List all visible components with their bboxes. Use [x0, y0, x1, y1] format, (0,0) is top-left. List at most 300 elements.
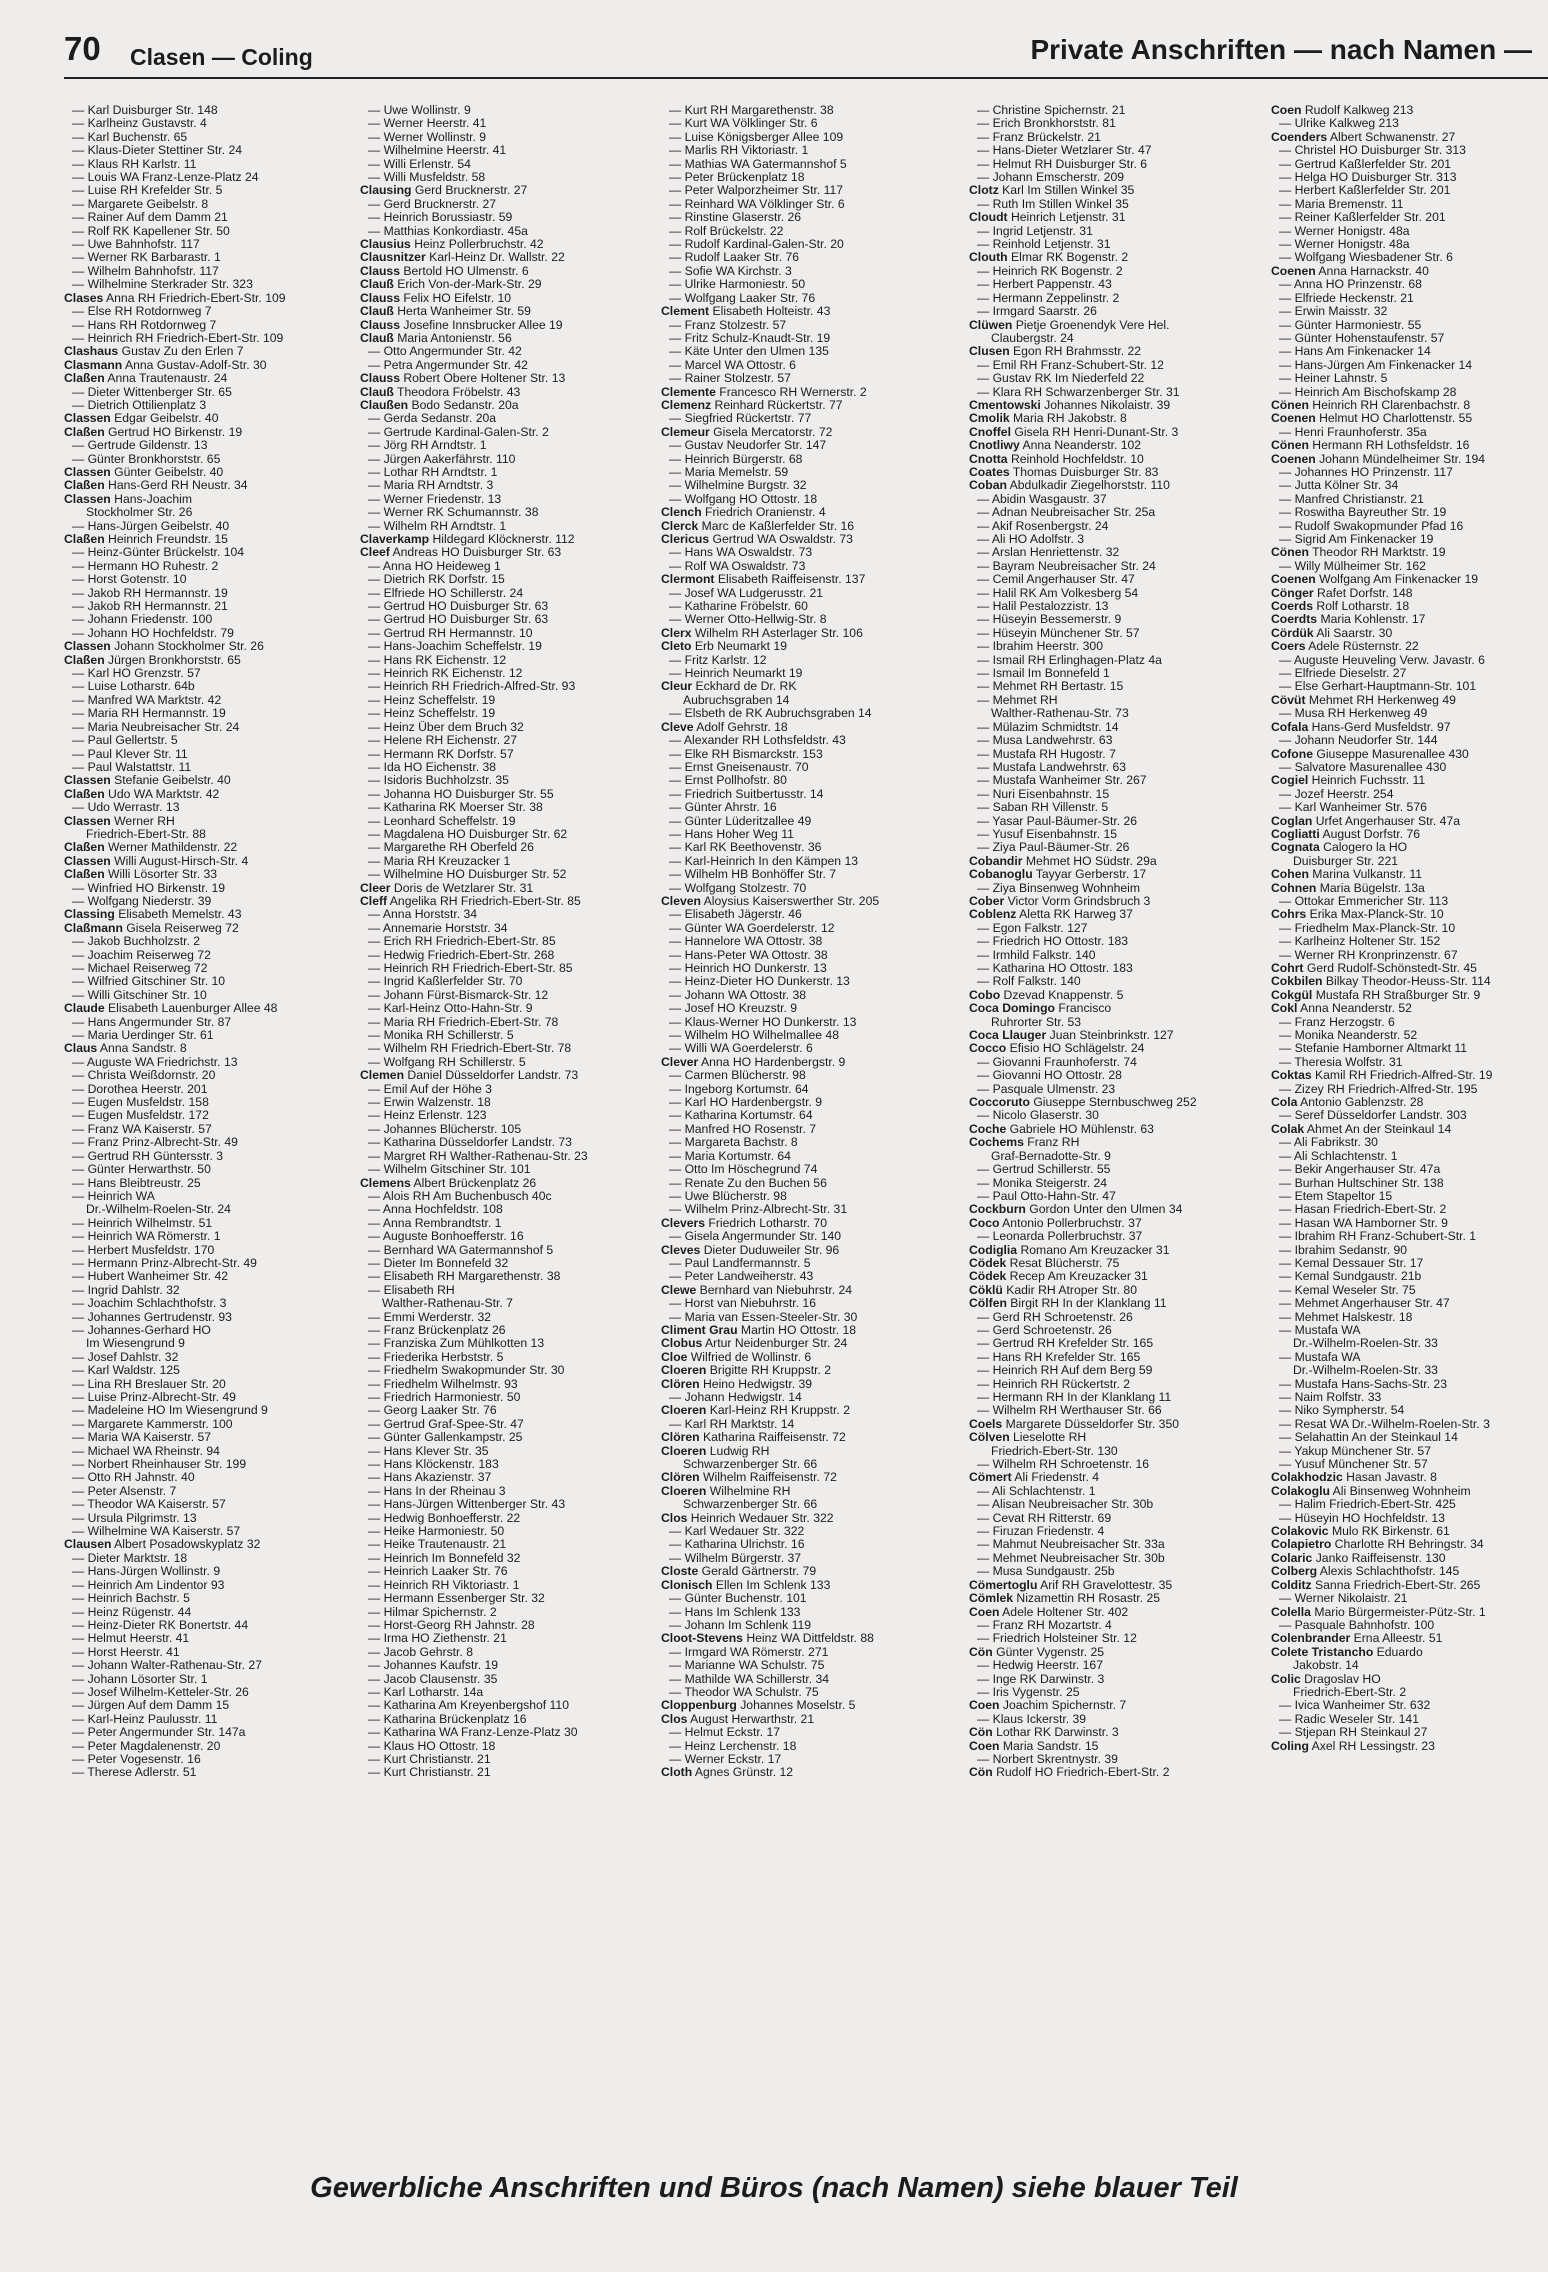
- entry-text: — Heinrich RH Rückertstr. 2: [977, 1377, 1131, 1391]
- directory-entry: [1271, 882, 1548, 895]
- directory-entry: [1271, 1096, 1548, 1109]
- entry-text: — Jakob RH Hermannstr. 19: [72, 586, 228, 600]
- directory-entry: [969, 1069, 1269, 1082]
- surname: Cmentowski: [969, 398, 1041, 412]
- entry-text: — Mehmet Halskestr. 18: [1279, 1310, 1413, 1324]
- entry-text: Herta Wanheimer Str. 59: [393, 305, 531, 319]
- entry-text: — Franz Brückelstr. 21: [977, 130, 1101, 144]
- entry-text: — Heinrich RH Friedrich-Alfred-Str. 93: [368, 680, 576, 694]
- directory-entry: [969, 1217, 1269, 1230]
- surname: Clotz: [969, 184, 999, 198]
- entry-text: Albert Posadowskyplatz 32: [111, 1538, 261, 1552]
- entry-text: — Heinrich HO Dunkerstr. 13: [669, 962, 827, 975]
- entry-text: — Wilhelmine Heerstr. 41: [368, 144, 507, 158]
- entry-text: Stockholmer Str. 26: [86, 506, 193, 520]
- surname: Clauss: [360, 318, 400, 332]
- directory-entry: [1271, 1606, 1548, 1619]
- entry-text: — Gertrud Schillerstr. 55: [977, 1163, 1111, 1177]
- entry-text: Gustav Zu den Erlen 7: [118, 345, 244, 359]
- surname: Cölven: [969, 1431, 1010, 1445]
- entry-text: — Peter Magdalenenstr. 20: [72, 1739, 221, 1753]
- surname: Cola: [1271, 1096, 1298, 1110]
- entry-text: — Joachim Reiserweg 72: [72, 948, 211, 962]
- directory-entry: [661, 1150, 961, 1163]
- surname: Clasmann: [64, 358, 123, 372]
- entry-text: Gisela RH Henri-Dunant-Str. 3: [1010, 425, 1179, 439]
- entry-text: — Musa Landwehrstr. 63: [977, 734, 1113, 748]
- entry-text: — Gerd Schroetenstr. 26: [977, 1323, 1112, 1337]
- entry-text: — Karl HO Hardenbergstr. 9: [669, 1096, 823, 1110]
- directory-entry: [64, 1538, 364, 1551]
- entry-text: — Gerd Brucknerstr. 27: [368, 197, 497, 211]
- entry-text: — Emil RH Franz-Schubert-Str. 12: [977, 358, 1164, 372]
- directory-entry: [64, 613, 364, 626]
- entry-text: Gertrud WA Oswaldstr. 73: [709, 533, 853, 546]
- surname: Claude: [64, 1002, 105, 1016]
- entry-text: — Günter Ahrstr. 16: [669, 801, 777, 815]
- entry-text: — Karl-Heinz Otto-Hahn-Str. 9: [368, 1002, 533, 1016]
- surname: Clauß: [360, 278, 394, 292]
- surname: Coen: [1271, 104, 1302, 117]
- entry-text: — Ottokar Emmericher Str. 113: [1279, 894, 1449, 908]
- directory-entry: [969, 868, 1269, 881]
- entry-text: — Gertrud RH Güntersstr. 3: [72, 1149, 224, 1163]
- directory-entry: [64, 1525, 364, 1538]
- directory-entry: [969, 654, 1269, 667]
- directory-entry: [1271, 1284, 1548, 1297]
- entry-text: — Udo Werrastr. 13: [72, 801, 180, 815]
- directory-entry: [64, 975, 364, 988]
- directory-entry: [1271, 560, 1548, 573]
- entry-text: — Horst van Niebuhrstr. 16: [669, 1297, 816, 1311]
- entry-text: — Karl Lotharstr. 14a: [368, 1685, 484, 1699]
- surname: Cloe: [661, 1350, 688, 1364]
- directory-entry: [969, 1109, 1269, 1122]
- directory-entry: [64, 1498, 364, 1511]
- directory-entry: [64, 1069, 364, 1082]
- directory-entry: [969, 560, 1269, 573]
- entry-text: Ali Saarstr. 30: [1313, 626, 1393, 640]
- entry-text: — Winfried HO Birkenstr. 19: [72, 881, 226, 895]
- entry-text: — Rolf Brückelstr. 22: [669, 224, 784, 238]
- directory-entry: [360, 1096, 660, 1109]
- directory-entry: [360, 117, 660, 130]
- entry-text: — Bekir Angerhauser Str. 47a: [1279, 1163, 1441, 1177]
- entry-text: — Elisabeth RH: [368, 1283, 455, 1297]
- directory-entry: [64, 667, 364, 680]
- directory-entry: [969, 1606, 1269, 1619]
- entry-text: — Elfriede HO Schillerstr. 24: [368, 586, 524, 600]
- page-header: [64, 30, 1548, 80]
- surname: Codiglia: [969, 1243, 1018, 1257]
- entry-text: — Ivica Wanheimer Str. 632: [1279, 1699, 1431, 1713]
- entry-text: Antonio Gablenzstr. 28: [1297, 1096, 1424, 1110]
- directory-entry: [1271, 211, 1548, 224]
- directory-entry: [64, 627, 364, 640]
- entry-text: — Marcel WA Ottostr. 6: [669, 358, 796, 372]
- directory-entry: [661, 868, 961, 881]
- entry-text: — Reinhard WA Völklinger Str. 6: [669, 197, 845, 211]
- entry-text: — Yakup Münchener Str. 57: [1279, 1444, 1431, 1458]
- directory-entry: [1271, 1485, 1548, 1498]
- directory-entry: [360, 493, 660, 506]
- directory-entry: [64, 1042, 364, 1055]
- entry-text: — Willi Musfeldstr. 58: [368, 171, 486, 185]
- entry-text: — Heinrich WA Römerstr. 1: [72, 1230, 221, 1244]
- entry-text: — Herbert Musfeldstr. 170: [72, 1243, 215, 1257]
- entry-text: Duisburger Str. 221: [1293, 854, 1399, 868]
- surname: Coels: [969, 1417, 1003, 1431]
- directory-entry: [360, 1471, 660, 1484]
- directory-entry: [360, 922, 660, 935]
- entry-text: — Herbert Kaßlerfelder Str. 201: [1279, 184, 1451, 198]
- surname: Clauß: [360, 385, 394, 399]
- entry-text: — Manfred WA Marktstr. 42: [72, 693, 222, 707]
- surname: Claßen: [64, 425, 105, 439]
- directory-entry: [64, 774, 364, 787]
- directory-entry: [969, 198, 1269, 211]
- entry-text: — Paul Otto-Hahn-Str. 47: [977, 1189, 1116, 1203]
- directory-entry: [360, 573, 660, 586]
- directory-entry: [360, 319, 660, 332]
- entry-text: — Maria Kortumstr. 64: [669, 1149, 791, 1163]
- entry-text: — Karl Wanheimer Str. 576: [1279, 801, 1427, 815]
- entry-text: — Franz Prinz-Albrecht-Str. 49: [72, 1136, 238, 1150]
- directory-entry: [661, 815, 961, 828]
- entry-text: — Therese Adlerstr. 51: [72, 1766, 197, 1780]
- entry-text: — Hans RH Krefelder Str. 165: [977, 1350, 1141, 1364]
- entry-text: — Hans RH Rotdornweg 7: [72, 318, 217, 332]
- entry-text: — Katharina Ulrichstr. 16: [669, 1538, 805, 1552]
- entry-text: — Hüseyin Bessemerstr. 9: [977, 613, 1122, 627]
- entry-text: Dr.-Wilhelm-Roelen-Str. 33: [1293, 1337, 1438, 1351]
- directory-entry: [969, 613, 1269, 626]
- directory-entry: [661, 1525, 961, 1538]
- surname: Clevers: [661, 1216, 706, 1230]
- surname: Clashaus: [64, 345, 119, 359]
- entry-text: — Uwe Bahnhofstr. 117: [72, 238, 200, 252]
- entry-text: — Katharina WA Franz-Lenze-Platz 30: [368, 1726, 578, 1740]
- directory-entry: [64, 1257, 364, 1270]
- directory-entry: [969, 1512, 1269, 1525]
- entry-text: — Hedwig Bonhoefferstr. 22: [368, 1511, 521, 1525]
- directory-entry: [360, 680, 660, 693]
- directory-entry: [1271, 278, 1548, 291]
- surname: Cnotta: [969, 452, 1008, 466]
- directory-entry: [661, 1123, 961, 1136]
- entry-text: — Auguste Bonhoefferstr. 16: [368, 1230, 524, 1244]
- entry-text: — Dieter Marktstr. 18: [72, 1551, 188, 1565]
- surname: Cokl: [1271, 1002, 1298, 1016]
- entry-text: — Heinz Rügenstr. 44: [72, 1605, 192, 1619]
- directory-entry: [360, 761, 660, 774]
- entry-text: — Wilhelmine WA Kaiserstr. 57: [72, 1525, 241, 1539]
- entry-text: — Heinrich RH Auf dem Berg 59: [977, 1364, 1153, 1378]
- directory-entry: [969, 386, 1269, 399]
- entry-text: — Rudolf Kardinal-Galen-Str. 20: [669, 238, 844, 252]
- entry-text: — Margarethe RH Oberfeld 26: [368, 841, 534, 855]
- directory-entry: [661, 949, 961, 962]
- directory-entry: [360, 801, 660, 814]
- entry-text: — Emmi Werderstr. 32: [368, 1310, 492, 1324]
- entry-text: — Johannes-Gerhard HO: [72, 1323, 211, 1337]
- surname: Clauß: [360, 305, 394, 319]
- entry-text: — Hans Klever Str. 35: [368, 1444, 489, 1458]
- entry-text: — Heike Trautenaustr. 21: [368, 1538, 507, 1552]
- entry-text: — Heinrich RH Friedrich-Ebert-Str. 85: [368, 962, 573, 975]
- entry-text: Gerd Rudolf-Schönstedt-Str. 45: [1303, 962, 1477, 975]
- directory-entry: [64, 1458, 364, 1471]
- directory-entry: [360, 1123, 660, 1136]
- directory-entry: [969, 1538, 1269, 1551]
- directory-entry: [1271, 1552, 1548, 1565]
- entry-text: — Hans Am Finkenacker 14: [1279, 345, 1431, 359]
- directory-entry: [1271, 1230, 1548, 1243]
- surname: Cober: [969, 894, 1005, 908]
- entry-text: Wilhelmine RH: [706, 1484, 791, 1498]
- entry-text: — Hans WA Oswaldstr. 73: [669, 546, 813, 560]
- entry-text: Martin HO Ottostr. 18: [737, 1323, 857, 1337]
- entry-text: — Karlheinz Gustavstr. 4: [72, 117, 207, 131]
- surname: Cönen: [1271, 439, 1309, 453]
- directory-entry: [661, 1766, 961, 1779]
- directory-entry: [360, 1324, 660, 1337]
- directory-entry: [1271, 1029, 1548, 1042]
- entry-text: Albert Schwanenstr. 27: [1327, 130, 1456, 144]
- directory-entry: [64, 761, 364, 774]
- directory-entry: [661, 1552, 961, 1565]
- entry-text: Karl-Heinz Dr. Wallstr. 22: [425, 251, 565, 265]
- entry-text: — Friedhelm Max-Planck-Str. 10: [1279, 921, 1456, 935]
- entry-text: Abdulkadir Ziegelhorststr. 110: [1006, 479, 1170, 493]
- entry-text: — Mehmet Angerhauser Str. 47: [1279, 1297, 1450, 1311]
- directory-entry: [64, 721, 364, 734]
- directory-entry: [661, 855, 961, 868]
- entry-text: — Josef Dahlstr. 32: [72, 1350, 179, 1364]
- directory-entry: [969, 1726, 1269, 1739]
- directory-entry: [969, 131, 1269, 144]
- entry-text: — Ingrid Letjenstr. 31: [977, 224, 1093, 238]
- directory-entry: [64, 1431, 364, 1444]
- entry-text: — Paul Walstattstr. 11: [72, 760, 192, 774]
- directory-entry: [360, 1002, 660, 1015]
- directory-entry: [661, 1351, 961, 1364]
- entry-text: Anna Sandstr. 8: [97, 1042, 187, 1056]
- directory-entry: [1271, 774, 1548, 787]
- directory-entry: [969, 1284, 1269, 1297]
- entry-text: — Heinz-Günter Brückelstr. 104: [72, 546, 245, 560]
- directory-entry: [661, 399, 961, 412]
- surname: Coenen: [1271, 573, 1316, 587]
- directory-entry: [360, 908, 660, 921]
- directory-entry: [1271, 1726, 1548, 1739]
- entry-text: — Hermann RH In der Klanklang 11: [977, 1391, 1172, 1404]
- surname: Colaric: [1271, 1551, 1313, 1565]
- surname: Claßen: [64, 533, 105, 546]
- directory-entry: [969, 158, 1269, 171]
- directory-entry: [64, 1337, 364, 1350]
- directory-entry: [360, 1404, 660, 1417]
- entry-text: Ali Friedenstr. 4: [1011, 1471, 1100, 1485]
- entry-text: — Johannes Gertrudenstr. 93: [72, 1310, 232, 1324]
- entry-text: — Ida HO Eichenstr. 38: [368, 760, 497, 774]
- entry-text: Birgit RH In der Klanklang 11: [1006, 1297, 1167, 1311]
- directory-entry: [360, 895, 660, 908]
- directory-entry: [360, 439, 660, 452]
- entry-text: — Sigrid Am Finkenacker 19: [1279, 533, 1434, 546]
- entry-text: Gertrud HO Birkenstr. 19: [104, 425, 243, 439]
- entry-text: — Petra Angermunder Str. 42: [368, 358, 528, 372]
- entry-text: — Peter Alsenstr. 7: [72, 1484, 177, 1498]
- surname: Claßen: [64, 372, 105, 386]
- directory-entry: [360, 1136, 660, 1149]
- directory-entry: [1271, 1337, 1548, 1350]
- directory-entry: [661, 131, 961, 144]
- surname: Clermont: [661, 573, 715, 587]
- surname: Colakhodzic: [1271, 1471, 1343, 1485]
- directory-entry: [360, 1257, 660, 1270]
- entry-text: — Mahmut Neubreisacher Str. 33a: [977, 1538, 1165, 1552]
- entry-text: — Ibrahim Sedanstr. 90: [1279, 1243, 1408, 1257]
- entry-text: — Musa RH Herkenweg 49: [1279, 707, 1428, 721]
- entry-text: — Carmen Blücherstr. 98: [669, 1069, 806, 1083]
- directory-entry: [64, 144, 364, 157]
- entry-text: — Mustafa WA: [1279, 1350, 1361, 1364]
- entry-text: — Rainer Auf dem Damm 21: [72, 211, 228, 225]
- directory-entry: [661, 1284, 961, 1297]
- entry-text: — Werner RK Schumannstr. 38: [368, 506, 539, 520]
- entry-text: — Rudolf Laaker Str. 76: [669, 251, 800, 265]
- entry-text: — Karl RK Beethovenstr. 36: [669, 841, 822, 855]
- entry-text: — Bayram Neubreisacher Str. 24: [977, 559, 1156, 573]
- entry-text: — Helmut Heerstr. 41: [72, 1632, 190, 1646]
- entry-text: — Katharina Brückenplatz 16: [368, 1712, 527, 1726]
- entry-text: — Anna Rembrandtstr. 1: [368, 1216, 502, 1230]
- surname: Cokbilen: [1271, 975, 1323, 989]
- entry-text: — Franz Stolzestr. 57: [669, 318, 787, 332]
- directory-entry: [64, 908, 364, 921]
- directory-entry: [661, 841, 961, 854]
- directory-entry: [1271, 292, 1548, 305]
- entry-text: — Zizey RH Friedrich-Alfred-Str. 195: [1279, 1082, 1478, 1096]
- entry-text: — Klaus-Werner HO Dunkerstr. 13: [669, 1015, 857, 1029]
- entry-text: — Wolfgang HO Ottostr. 18: [669, 492, 818, 506]
- directory-entry: [360, 734, 660, 747]
- surname: Claßmann: [64, 921, 123, 935]
- directory-entry: [64, 882, 364, 895]
- entry-text: — Manfred HO Rosenstr. 7: [669, 1122, 816, 1136]
- entry-text: — Lina RH Breslauer Str. 20: [72, 1377, 226, 1391]
- entry-text: — Christine Spichernstr. 21: [977, 104, 1126, 117]
- entry-text: — Christel HO Duisburger Str. 313: [1279, 144, 1466, 158]
- entry-text: Romano Am Kreuzacker 31: [1017, 1243, 1170, 1257]
- entry-text: — Hans-Dieter Wetzlarer Str. 47: [977, 144, 1152, 158]
- entry-text: Eckhard de Dr. RK: [692, 680, 797, 694]
- directory-entry: [969, 1525, 1269, 1538]
- directory-entry: [360, 198, 660, 211]
- entry-text: — Karl HO Grenzstr. 57: [72, 667, 201, 681]
- surname: Clouth: [969, 251, 1008, 265]
- directory-entry: [969, 815, 1269, 828]
- surname: Cockburn: [969, 1203, 1026, 1217]
- directory-entry: [969, 144, 1269, 157]
- surname: Clauss: [360, 291, 400, 305]
- directory-entry: [1271, 788, 1548, 801]
- directory-entry: [360, 426, 660, 439]
- entry-text: — Jürgen Aakerfährstr. 110: [368, 452, 516, 466]
- entry-text: — Michael WA Rheinstr. 94: [72, 1444, 220, 1458]
- directory-entry: [1271, 493, 1548, 506]
- directory-entry: [1271, 1538, 1548, 1551]
- directory-entry: [360, 104, 660, 117]
- entry-text: — Cevat RH Ritterstr. 69: [977, 1511, 1112, 1525]
- entry-text: Adele Holtener Str. 402: [999, 1605, 1129, 1619]
- directory-entry: [360, 332, 660, 345]
- directory-entry: [64, 895, 364, 908]
- surname: Cloudt: [969, 211, 1008, 225]
- entry-text: — Ali HO Adolfstr. 3: [977, 533, 1085, 546]
- entry-text: Axel RH Lessingstr. 23: [1308, 1739, 1435, 1753]
- directory-entry: [360, 640, 660, 653]
- entry-text: — Karl Duisburger Str. 148: [72, 104, 218, 117]
- entry-text: Maria RH Jakobstr. 8: [1009, 412, 1127, 426]
- surname: Cohnen: [1271, 881, 1317, 895]
- entry-text: — Karl-Heinrich In den Kämpen 13: [669, 854, 859, 868]
- directory-entry: [360, 1364, 660, 1377]
- directory-entry: [64, 989, 364, 1002]
- directory-entry: [360, 131, 660, 144]
- entry-text: Victor Vorm Grindsbruch 3: [1004, 894, 1151, 908]
- directory-entry: [969, 319, 1269, 332]
- directory-entry: [1271, 707, 1548, 720]
- directory-entry: [1271, 1123, 1548, 1136]
- directory-entry: [64, 520, 364, 533]
- entry-text: Anna Gustav-Adolf-Str. 30: [122, 358, 267, 372]
- entry-text: — Günter Herwarthstr. 50: [72, 1163, 211, 1177]
- directory-entry: [64, 788, 364, 801]
- entry-text: Wilhelm Raiffeisenstr. 72: [699, 1471, 837, 1485]
- directory-entry: [360, 1753, 660, 1766]
- directory-entry: [661, 1458, 961, 1471]
- entry-text: — Klaus HO Ottostr. 18: [368, 1739, 496, 1753]
- entry-text: — Hans In der Rheinau 3: [368, 1484, 506, 1498]
- directory-entry: [661, 466, 961, 479]
- directory-entry: [1271, 131, 1548, 144]
- directory-entry: [661, 1136, 961, 1149]
- directory-entry: [1271, 546, 1548, 559]
- surname: Cölfen: [969, 1297, 1007, 1311]
- directory-entry: [661, 345, 961, 358]
- directory-entry: [64, 707, 364, 720]
- entry-text: Elmar RK Bogenstr. 2: [1007, 251, 1129, 265]
- entry-text: Edgar Geibelstr. 40: [110, 412, 219, 426]
- directory-entry: [969, 1150, 1269, 1163]
- entry-text: — Helmut Eckstr. 17: [669, 1726, 781, 1740]
- entry-text: — Maria RH Arndtstr. 3: [368, 479, 494, 493]
- directory-entry: [360, 1458, 660, 1471]
- directory-entry: [64, 962, 364, 975]
- entry-text: — Friedhelm Swakopmunder Str. 30: [368, 1364, 565, 1378]
- directory-entry: [1271, 841, 1548, 854]
- directory-entry: [661, 1592, 961, 1605]
- entry-text: — Erich RH Friedrich-Ebert-Str. 85: [368, 935, 556, 949]
- surname: Coen: [969, 1699, 1000, 1713]
- entry-text: Karl Im Stillen Winkel 35: [998, 184, 1135, 198]
- directory-entry: [64, 1592, 364, 1605]
- directory-entry: [1271, 479, 1548, 492]
- entry-text: — Monika Neanderstr. 52: [1279, 1029, 1418, 1043]
- entry-text: — Luise Königsberger Allee 109: [669, 130, 844, 144]
